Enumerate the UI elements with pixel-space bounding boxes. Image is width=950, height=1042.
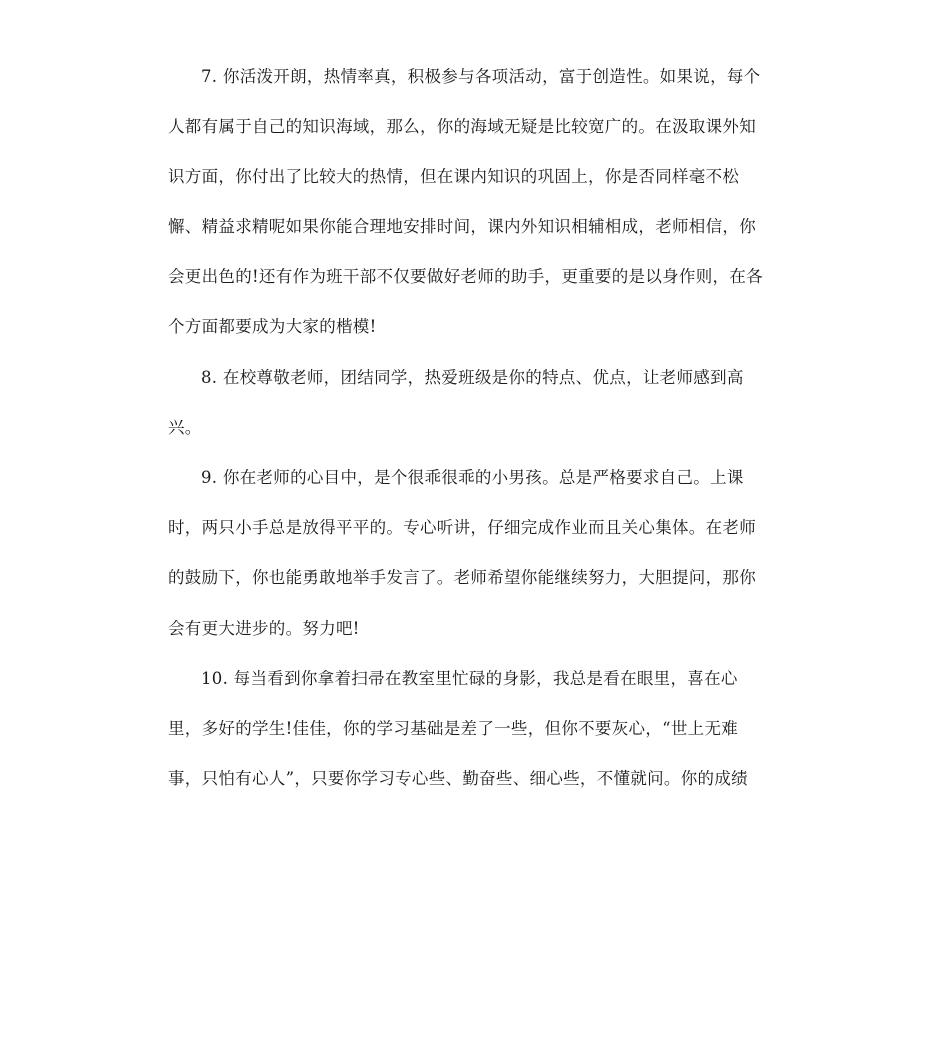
- paragraph-9-line-3: 的鼓励下，你也能勇敢地举手发言了。老师希望你能继续努力，大胆提问，那你: [168, 568, 756, 587]
- paragraph-7-line-1: 7. 你活泼开朗，热情率真，积极参与各项活动，富于创造性。如果说，每个: [201, 67, 761, 86]
- paragraph-8-line-2: 兴。: [168, 418, 202, 437]
- paragraph-7-line-2: 人都有属于自己的知识海域，那么，你的海域无疑是比较宽广的。在汲取课外知: [168, 117, 756, 136]
- paragraph-9-line-2: 时，两只小手总是放得平平的。专心听讲，仔细完成作业而且关心集体。在老师: [168, 518, 756, 537]
- paragraph-9-line-4: 会有更大进步的。努力吧!: [168, 619, 360, 638]
- paragraph-10-line-1: 10. 每当看到你拿着扫帚在教室里忙碌的身影，我总是看在眼里，喜在心: [201, 669, 738, 688]
- paragraph-10-line-3: 事，只怕有心人”，只要你学习专心些、勤奋些、细心些，不懂就问。你的成绩: [168, 769, 748, 788]
- paragraph-7-line-6: 个方面都要成为大家的楷模!: [168, 317, 377, 336]
- paragraph-7-line-4: 懈、精益求精呢如果你能合理地安排时间，课内外知识相辅相成，老师相信，你: [168, 217, 756, 236]
- paragraph-8-line-1: 8. 在校尊敬老师，团结同学，热爱班级是你的特点、优点，让老师感到高: [201, 368, 744, 387]
- paragraph-7-line-5: 会更出色的!还有作为班干部不仅要做好老师的助手，更重要的是以身作则，在各: [168, 267, 763, 286]
- paragraph-9-line-1: 9. 你在老师的心目中，是个很乖很乖的小男孩。总是严格要求自己。上课: [201, 468, 744, 487]
- paragraph-10-line-2: 里，多好的学生!佳佳，你的学习基础是差了一些，但你不要灰心，“世上无难: [168, 719, 739, 738]
- paragraph-7-line-3: 识方面，你付出了比较大的热情，但在课内知识的巩固上，你是否同样毫不松: [168, 167, 740, 186]
